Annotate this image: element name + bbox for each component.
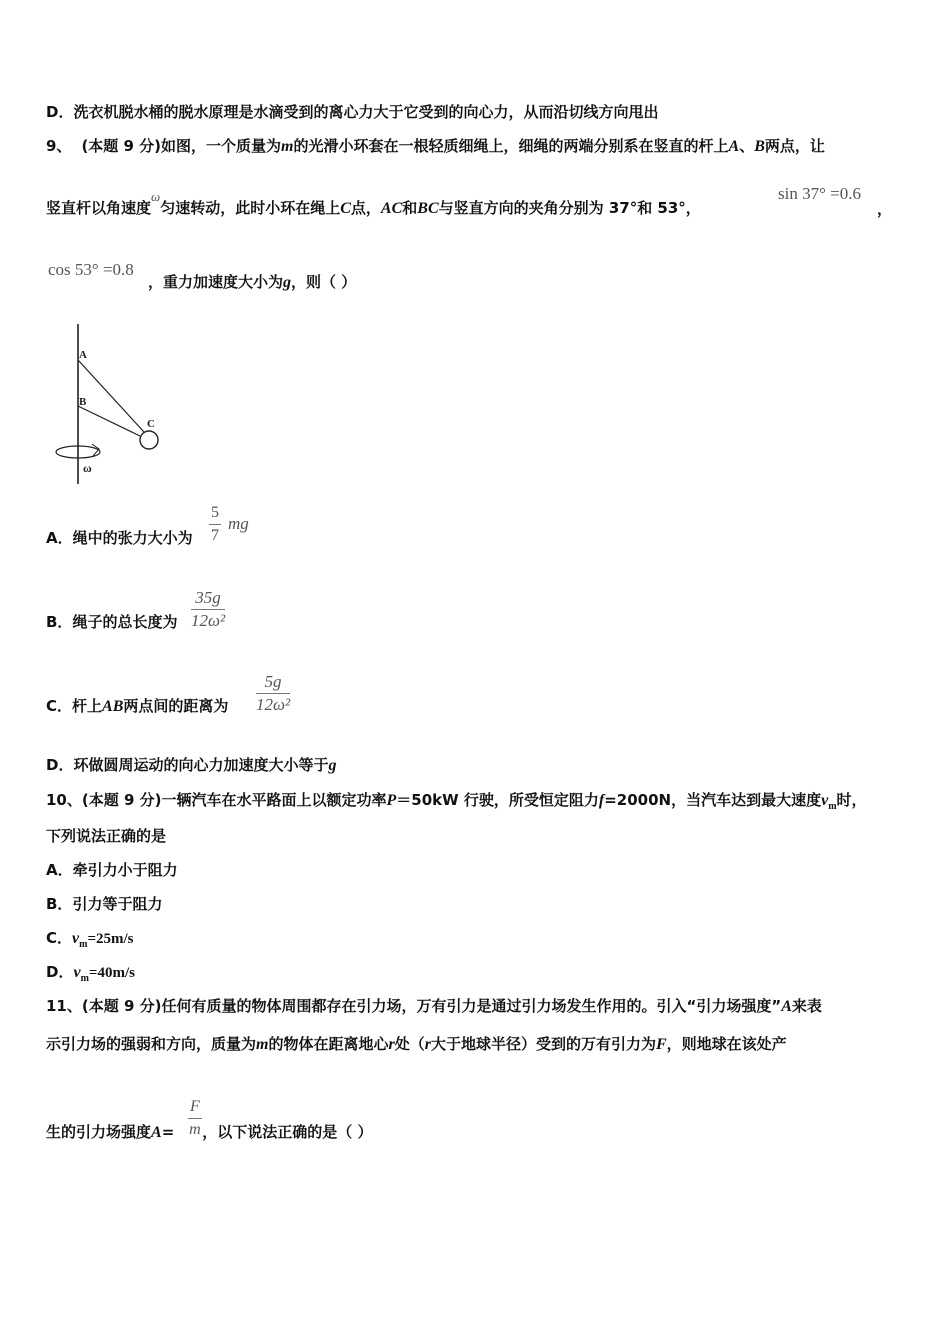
q9-stem-line1: 9、 (本题 9 分)如图，一个质量为m的光滑小环套在一根轻质细绳上，细绳的两端分别系在竖直的杆上A、B两点，让 bbox=[46, 137, 825, 155]
q10-option-c: C．$v_m=25m/s$ bbox=[46, 929, 134, 950]
q10-stem-line2: 下列说法正确的是 bbox=[46, 827, 167, 845]
q10-option-b: B．引力等于阻力 bbox=[46, 895, 163, 913]
q9-stem-line3: ，重力加速度大小为g，则（ ） bbox=[148, 273, 357, 291]
q11-stem-line3: 生的引力场强度A= ，以下说法正确的是（ ） bbox=[46, 1123, 373, 1141]
label-b: B bbox=[79, 396, 87, 408]
q9-option-b: B．绳子的总长度为 bbox=[46, 613, 178, 631]
label-omega: ω bbox=[83, 461, 92, 475]
q8-option-d: D．洗衣机脱水桶的脱水原理是水滴受到的离心力大于它受到的向心力，从而沿切线方向甩出 bbox=[46, 103, 659, 121]
q9-option-d: D．环做圆周运动的向心力加速度大小等于g bbox=[46, 756, 337, 774]
mg-symbol: mg bbox=[228, 514, 249, 533]
label-a: A bbox=[79, 349, 87, 361]
fraction-35g-12w2: $\frac{35g}{\text{12ω²}}$ bbox=[191, 588, 226, 630]
q11-stem-line1: 11、(本题 9 分)任何有质量的物体周围都存在引力场，万有引力是通过引力场发生作用的。引入“引力场强度”A来表 bbox=[46, 997, 822, 1015]
omega-symbol: ω bbox=[151, 189, 161, 204]
q11-stem-line2: 示引力场的强弱和方向，质量为m的物体在距离地心r处（r大于地球半径）受到的万有引力为F，则地球在该处产 bbox=[46, 1035, 787, 1053]
rope-ac bbox=[78, 360, 144, 432]
q9-option-a: A．绳中的张力大小为 bbox=[46, 529, 193, 547]
q9-option-c: C．杆上AB两点间的距离为 bbox=[46, 697, 229, 715]
q10-option-d: D．$v_m=40m/s$ bbox=[46, 963, 135, 984]
rope-bc bbox=[78, 406, 140, 436]
cos-expression: cos 53° =0.8 bbox=[48, 260, 134, 279]
fraction-5g-12w2: $\frac{5g}{\text{12ω²}}$ bbox=[256, 672, 291, 714]
ring-c bbox=[140, 431, 158, 449]
rotating-rod-figure bbox=[48, 320, 178, 490]
fraction-5-7: $\frac{5}{7}$ bbox=[211, 504, 219, 544]
fraction-f-m: $\frac{F}{m}$ bbox=[189, 1098, 201, 1138]
label-c: C bbox=[147, 418, 155, 430]
q9-stem-line2: 竖直杆以角速度ω匀速转动，此时小环在绳上C点，AC和BC与竖直方向的夹角分别为 37°和 53°， bbox=[46, 189, 701, 217]
comma: ， bbox=[877, 200, 893, 218]
sin-expression: sin 37° =0.6 bbox=[778, 184, 861, 203]
q10-option-a: A．牵引力小于阻力 bbox=[46, 861, 178, 879]
q10-stem-line1: 10、(本题 9 分)一辆汽车在水平路面上以额定功率P＝50kW 行驶，所受恒定阻力f=2000N，当汽车达到最大速度$v_m$时， bbox=[46, 791, 867, 812]
